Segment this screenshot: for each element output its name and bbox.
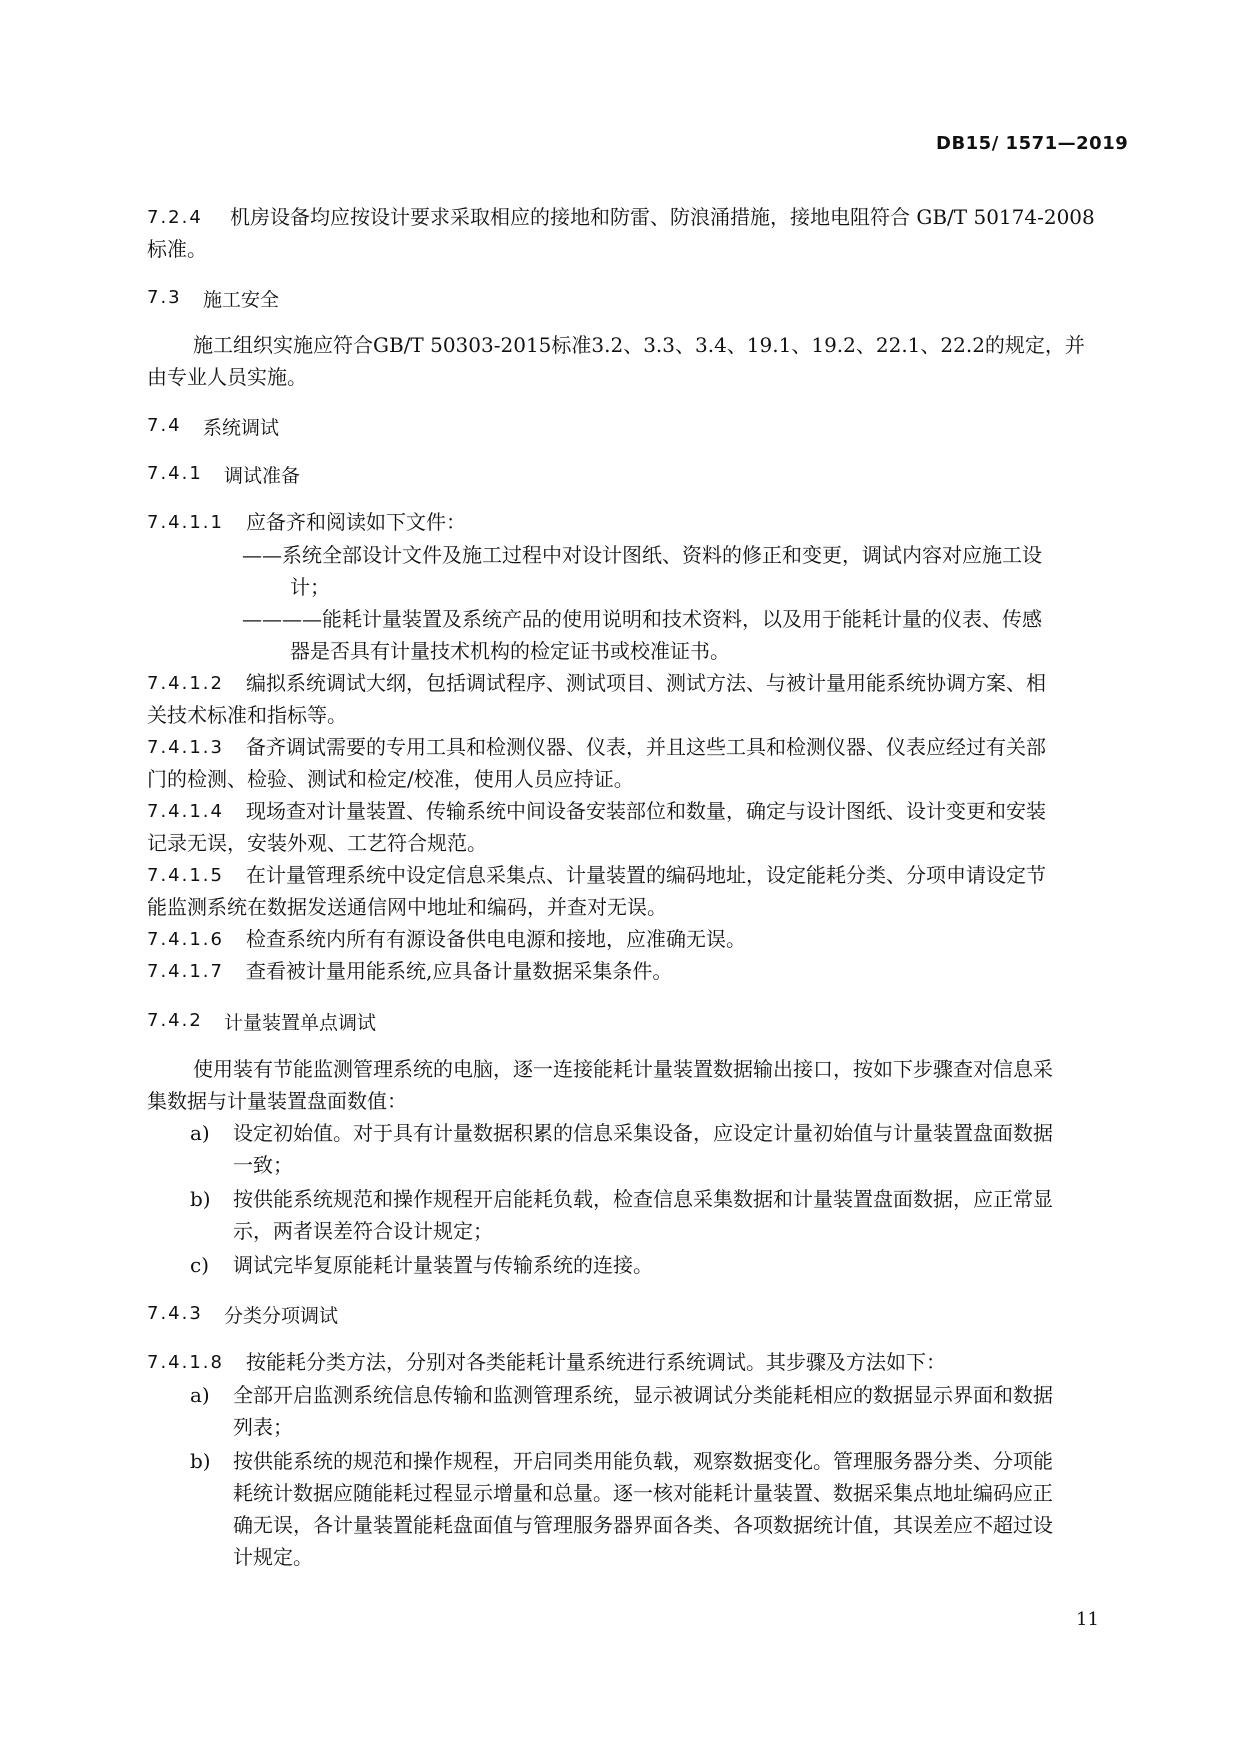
list-item: 计规定。 — [233, 1545, 313, 1569]
list-item: 耗统计数据应随能耗过程显示增量和总量。逐一核对能耗计量装置、数据采集点地址编码应正 — [233, 1481, 1053, 1505]
list-marker: a) — [190, 1383, 210, 1407]
clause-number: 7.4.1.5 — [147, 865, 224, 886]
section-title: 施工安全 — [203, 289, 280, 311]
clause-number: 7.2.4 — [147, 207, 203, 228]
paragraph-line: 应备齐和阅读如下文件： — [246, 510, 466, 534]
list-item: 按供能系统规范和操作规程开启能耗负载，检查信息采集数据和计量装置盘面数据，应正常显 — [233, 1187, 1053, 1211]
clause-number: 7.4.1.6 — [147, 929, 224, 950]
page-number: 11 — [1076, 1609, 1099, 1630]
paragraph-line: 标准。 — [147, 237, 207, 261]
dash-list-item: ——系统全部设计文件及施工过程中对设计图纸、资料的修正和变更，调试内容对应施工设 — [242, 543, 1042, 567]
dash-list-item: 器是否具有计量技术机构的检定证书或校准证书。 — [290, 639, 730, 663]
clause-number: 7.4.1.3 — [147, 737, 224, 758]
paragraph-line: 门的检测、检验、测试和检定/校准，使用人员应持证。 — [147, 767, 634, 791]
list-item: 设定初始值。对于具有计量数据积累的信息采集设备，应设定计量初始值与计量装置盘面数据 — [233, 1121, 1053, 1145]
list-item: 按供能系统的规范和操作规程，开启同类用能负载，观察数据变化。管理服务器分类、分项能 — [233, 1449, 1053, 1473]
section-number: 7.4.2 — [147, 1010, 203, 1031]
clause-number: 7.4.1.8 — [147, 1352, 224, 1373]
clause-number: 7.4.1.2 — [147, 673, 224, 694]
section-number: 7.4 — [147, 415, 182, 436]
section-number: 7.4.1 — [147, 463, 203, 484]
list-marker: a) — [190, 1121, 210, 1145]
section-number: 7.4.3 — [147, 1303, 203, 1324]
paragraph-line: 按能耗分类方法，分别对各类能耗计量系统进行系统调试。其步骤及方法如下： — [246, 1350, 946, 1374]
section-number: 7.3 — [147, 287, 182, 308]
dash-list-item: 计； — [290, 575, 330, 599]
dash-list-item: ————能耗计量装置及系统产品的使用说明和技术资料，以及用于能耗计量的仪表、传感 — [242, 607, 1042, 631]
section-title: 系统调试 — [203, 417, 280, 439]
paragraph-line: 检查系统内所有有源设备供电电源和接地，应准确无误。 — [246, 927, 746, 951]
paragraph-line: 机房设备均应按设计要求采取相应的接地和防雷、防浪涌措施，接地电阻符合 GB/T 50174-2008 — [230, 205, 1095, 229]
paragraph-line: 施工组织实施应符合GB/T 50303-2015标准3.2、3.3、3.4、19.1、19.2、22.1、22.2的规定，并 — [193, 333, 1085, 357]
section-title: 调试准备 — [224, 465, 301, 487]
paragraph-line: 集数据与计量装置盘面数值： — [147, 1089, 407, 1113]
paragraph-line: 使用装有节能监测管理系统的电脑，逐一连接能耗计量装置数据输出接口，按如下步骤查对信息采 — [193, 1057, 1053, 1081]
paragraph-line: 查看被计量用能系统,应具备计量数据采集条件。 — [246, 959, 673, 983]
list-marker: b) — [190, 1449, 211, 1473]
paragraph-line: 在计量管理系统中设定信息采集点、计量装置的编码地址，设定能耗分类、分项申请设定节 — [246, 863, 1046, 887]
paragraph-line: 记录无误，安装外观、工艺符合规范。 — [147, 831, 487, 855]
list-item: 列表； — [233, 1415, 293, 1439]
paragraph-line: 由专业人员实施。 — [147, 365, 307, 389]
list-marker: b) — [190, 1187, 211, 1211]
clause-number: 7.4.1.7 — [147, 961, 224, 982]
paragraph-line: 能监测系统在数据发送通信网中地址和编码，并查对无误。 — [147, 895, 667, 919]
paragraph-line: 编拟系统调试大纲，包括调试程序、测试项目、测试方法、与被计量用能系统协调方案、相 — [246, 671, 1046, 695]
list-item: 确无误，各计量装置能耗盘面值与管理服务器界面各类、各项数据统计值，其误差应不超过设 — [233, 1513, 1053, 1537]
document-code: DB15/ 1571—2019 — [936, 133, 1129, 154]
list-item: 全部开启监测系统信息传输和监测管理系统，显示被调试分类能耗相应的数据显示界面和数据 — [233, 1383, 1053, 1407]
list-item: 示，两者误差符合设计规定； — [233, 1219, 493, 1243]
clause-number: 7.4.1.4 — [147, 801, 224, 822]
section-title: 分类分项调试 — [224, 1305, 339, 1327]
paragraph-line: 现场查对计量装置、传输系统中间设备安装部位和数量，确定与设计图纸、设计变更和安装 — [246, 799, 1046, 823]
clause-number: 7.4.1.1 — [147, 512, 224, 533]
paragraph-line: 关技术标准和指标等。 — [147, 703, 347, 727]
section-title: 计量装置单点调试 — [224, 1012, 377, 1034]
list-marker: c) — [190, 1253, 210, 1277]
paragraph-line: 备齐调试需要的专用工具和检测仪器、仪表，并且这些工具和检测仪器、仪表应经过有关部 — [246, 735, 1046, 759]
list-item: 调试完毕复原能耗计量装置与传输系统的连接。 — [233, 1253, 653, 1277]
list-item: 一致； — [233, 1153, 293, 1177]
